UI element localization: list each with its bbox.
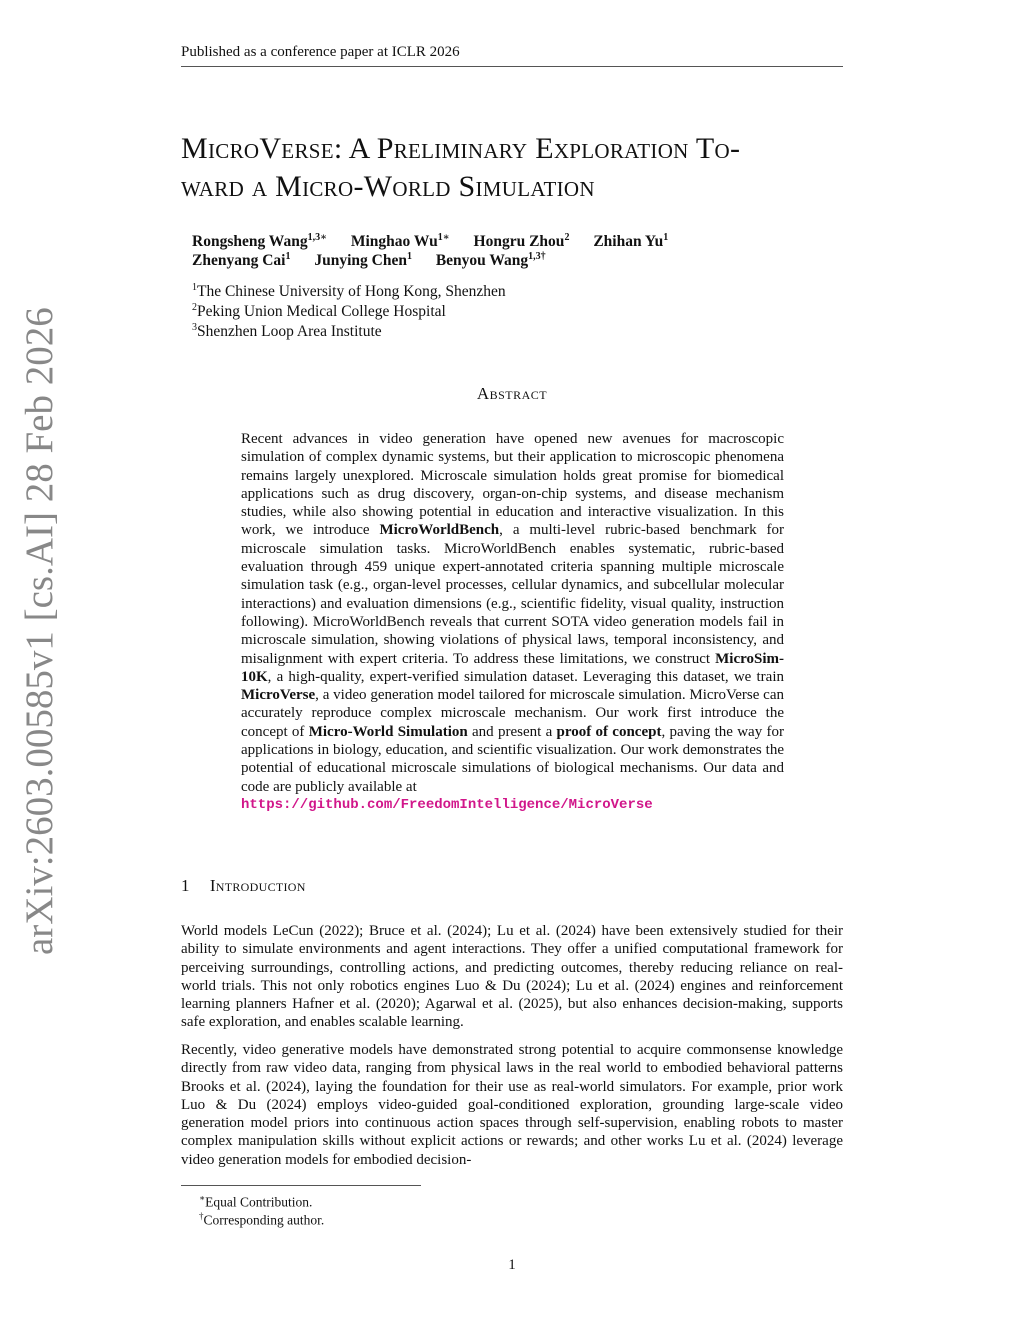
author: Zhenyang Cai$^1$ — [192, 251, 291, 270]
author: Junying Chen$^1$ — [314, 251, 412, 270]
author: Rongsheng Wang$^{1,3∗}$ — [192, 232, 327, 251]
abstract-body: Recent advances in video generation have opened new avenues for macroscopic simulation of complex dynamic systems, but their application to microscopic phenomena remains largely unexplored. Microscale simulation holds great promise for biomedical applications such as drug discovery, organ-on-chip systems, and disease mechanism studies, while also showing potential in education and interactive visualization. In this work, we introduce MicroWorldBench, a multi-level rubric-based benchmark for microscale simulation tasks. MicroWorldBench enables systematic, rubric-based evaluation through 459 unique expert-annotated criteria spanning multiple microscale simulation task (e.g., organ-level processes, cellular dynamics, and subcellular molecular interactions) and evaluation dimensions (e.g., scientific fidelity, visual quality, instruction following). MicroWorldBench reveals that current SOTA video generation models fail in microscale simulation, showing violations of physical laws, temporal inconsistency, and misalignment with expert criteria. To address these limitations, we construct MicroSim-10K, a high-quality, expert-verified simulation dataset. Leveraging this dataset, we train MicroVerse, a video generation model tailored for microscale simulation. MicroVerse can accurately reproduce complex microscale mechanism. Our work first introduce the concept of Micro-World Simulation and present a proof of concept, paving the way for applications in biology, education, and scientific visualization. Our work demonstrates the potential of educational microscale simulations of biological mechanisms. Our data and code are publicly available at https://github.com/FreedomIntelligence/MicroVerse — [241, 431, 784, 813]
author: Benyou Wang$^{1,3\dagger}$ — [435, 251, 546, 270]
intro-paragraph-2: Recently, video generative models have demonstrated strong potential to acquire commonsense knowledge directly from raw video data, ranging from physical laws in the real world to embodied behavioral patterns Brooks et al. (2024), laying the foundation for their use as real-world simulators. For example, prior work Luo & Du (2024) employs video-guided goal-conditioned exploration, grounding large-scale video generation model priors into continuous action spaces through self-supervision, enabling robots to master complex manipulation skills without explicit actions or rewards; and other works Lu et al. (2024) leverage video generation models for embodied decision- — [181, 1042, 843, 1168]
running-header: Published as a conference paper at ICLR 2026 — [181, 44, 843, 67]
footnote-divider — [181, 1185, 421, 1186]
footnote: ∗Equal Contribution. — [199, 1193, 313, 1210]
section-heading: 1 Introduction — [181, 876, 306, 895]
intro-paragraph-1: World models LeCun (2022); Bruce et al. (2024); Lu et al. (2024) have been extensively studied for their ability to simulate environments and agent interactions. They offer a unified computational framework for perceiving surroundings, controlling actions, and predicting outcomes, thereby reducing reliance on real-world trials. This not only robotics engines Luo & Du (2024); Lu et al. (2024) engines and reinforcement learning planners Hafner et al. (2020); Agarwal et al. (2025), but also enhances decision-making, supports safe exploration, and enables scalable learning. — [181, 923, 843, 1031]
abstract-heading: Abstract — [476, 384, 548, 403]
page-number: 1 — [508, 1257, 516, 1273]
paper-title — [181, 130, 843, 206]
author: Zhihan Yu$^1$ — [593, 232, 669, 251]
affiliation: $^1$The Chinese University of Hong Kong, Shenzhen — [192, 282, 506, 301]
author: Hongru Zhou$^2$ — [473, 232, 570, 251]
footnote: †Corresponding author. — [199, 1211, 325, 1228]
title-line-1: MicroVerse: A Preliminary Exploration To- — [181, 132, 741, 165]
title-line-2: ward a Micro-World Simulation — [181, 170, 595, 203]
affiliation: $^2$Peking Union Medical College Hospital — [192, 302, 446, 321]
affiliation: $^3$Shenzhen Loop Area Institute — [192, 322, 382, 341]
author: Minghao $Wu^{1∗}$ — [350, 232, 450, 251]
authors-row-2 — [192, 247, 832, 271]
github-link[interactable]: https://github.com/FreedomIntelligence/MicroVerse — [241, 796, 653, 813]
arxiv-stamp: arXiv:2603.00585v1 [cs.AI] 28 Feb 2026 — [18, 307, 61, 955]
